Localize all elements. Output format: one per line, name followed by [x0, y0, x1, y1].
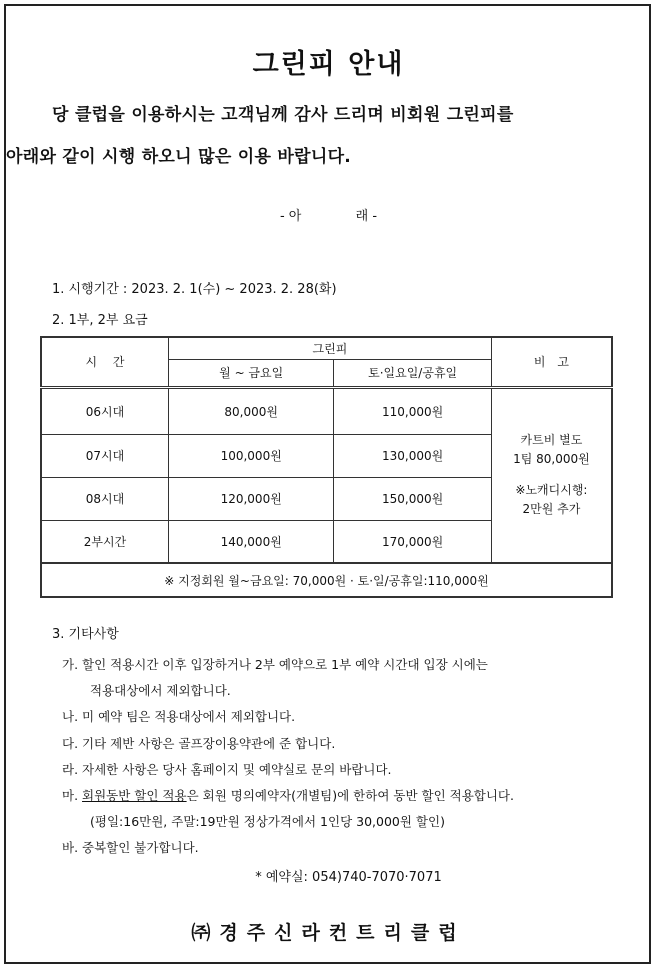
- note-ma-rest: 은 회원 명의예약자(개별팀)에 한하여 동반 할인 적용합니다.: [186, 788, 514, 804]
- row-weekday: 80,000원: [168, 387, 333, 434]
- note-ma-underlined: 회원동반 할인 적용: [82, 788, 187, 804]
- greenfee-table: [40, 336, 613, 598]
- table-row: [41, 387, 612, 434]
- row-time: 07시대: [41, 434, 168, 477]
- note-cell: [491, 387, 612, 563]
- header-weekday: 월 ~ 금요일: [168, 359, 333, 387]
- intro-line-2: 아래와 같이 시행 하오니 많은 이용 바랍니다.: [6, 147, 352, 167]
- row-weekend: 110,000원: [334, 387, 491, 434]
- note-da: 다. 기타 제반 사항은 골프장이용약관에 준 합니다.: [62, 735, 336, 751]
- are-left: - 아: [279, 209, 302, 224]
- etc-item: 3. 기타사항: [52, 627, 119, 642]
- reservation-contact: * 예약실: 054)740-7070·7071: [255, 870, 442, 885]
- row-weekday: 120,000원: [168, 477, 333, 520]
- row-weekday: 140,000원: [168, 520, 333, 563]
- row-weekend: 130,000원: [334, 434, 491, 477]
- period-item: 1. 시행기간 : 2023. 2. 1(수) ~ 2023. 2. 28(화): [52, 282, 337, 297]
- note-ba: 바. 중복할인 불가합니다.: [62, 840, 199, 856]
- notes-list: [62, 652, 514, 862]
- note-ma-prefix: 마.: [62, 788, 83, 804]
- note-na: 나. 미 예약 팀은 적용대상에서 제외합니다.: [62, 709, 296, 725]
- header-greenfee: 그린피: [168, 337, 491, 359]
- note-cart-2: 1팀 80,000원: [513, 452, 590, 467]
- member-rate-row: ※ 지정회원 월~금요일: 70,000원 · 토·일/공휴일:110,000원: [41, 563, 612, 597]
- note-ma: [62, 783, 514, 809]
- row-time: 2부시간: [41, 520, 168, 563]
- page-title: 그린피 안내: [252, 49, 405, 80]
- note-ma-2: (평일:16만원, 주말:19만원 정상가격에서 1인당 30,000원 할인): [90, 814, 445, 830]
- row-time: 08시대: [41, 477, 168, 520]
- row-weekend: 170,000원: [334, 520, 491, 563]
- row-time: 06시대: [41, 387, 168, 434]
- rates-item: 2. 1부, 2부 요금: [52, 313, 148, 328]
- row-weekend: 150,000원: [334, 477, 491, 520]
- header-weekend: 토·일요일/공휴일: [334, 359, 491, 387]
- note-cart-1: 카트비 별도: [520, 433, 583, 448]
- header-note: 비 고: [491, 337, 612, 387]
- note-ga-2: 적용대상에서 제외합니다.: [90, 683, 231, 699]
- intro-line-1: 당 클럽을 이용하시는 고객님께 감사 드리며 비회원 그린피를: [52, 105, 514, 125]
- note-ga-1: 가. 할인 적용시간 이후 입장하거나 2부 예약으로 1부 예약 시간대 입장 시에는: [62, 657, 488, 672]
- row-weekday: 100,000원: [168, 434, 333, 477]
- note-ra: 라. 자세한 사항은 당사 홈페이지 및 예약실로 문의 바랍니다.: [62, 761, 392, 777]
- header-time: 시 간: [41, 337, 168, 387]
- note-caddy-1: ※노캐디시행:: [515, 483, 588, 498]
- section-heading-are: [0, 205, 657, 224]
- note-caddy-2: 2만원 추가: [522, 502, 581, 517]
- company-name: ㈜경주신라컨트리클럽: [191, 922, 466, 944]
- are-right: 래 -: [355, 209, 378, 224]
